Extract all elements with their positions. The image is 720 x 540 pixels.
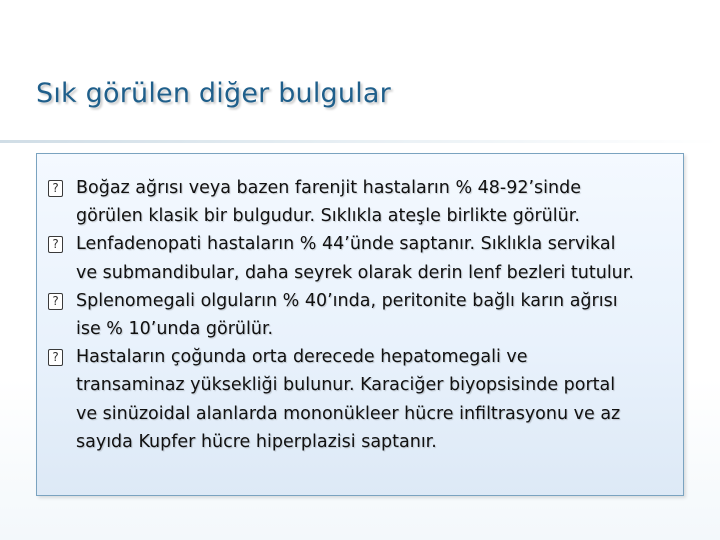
bullet-line: sayıda Kupfer hücre hiperplazisi saptanır.	[76, 431, 437, 452]
bullet-line: Lenfadenopati hastaların % 44’ünde saptanır. Sıklıkla servikal	[76, 234, 616, 255]
bullet-glyph-icon	[48, 236, 63, 253]
bullet-item	[47, 287, 683, 343]
bullet-list	[47, 174, 683, 456]
bullet-line: görülen klasik bir bulgudur. Sıklıkla ateşle birlikte görülür.	[76, 206, 580, 227]
slide-title: Sık görülen diğer bulgular	[36, 78, 391, 109]
content-box	[36, 153, 684, 496]
bullet-glyph-icon	[48, 349, 63, 366]
bullet-item	[47, 343, 683, 456]
bullet-glyph-icon	[48, 180, 63, 197]
bullet-line: ve submandibular, daha seyrek olarak derin lenf bezleri tutulur.	[76, 262, 634, 283]
bullet-glyph-icon	[48, 293, 63, 310]
bullet-item	[47, 174, 683, 230]
bullet-item	[47, 230, 683, 286]
bullet-line: ve sinüzoidal alanlarda mononükleer hücre infiltrasyonu ve az	[76, 403, 621, 424]
title-underline	[0, 140, 720, 143]
bullet-line: Hastaların çoğunda orta derecede hepatomegali ve	[76, 347, 528, 368]
bullet-line: ise % 10’unda görülür.	[76, 319, 274, 340]
bullet-line: Boğaz ağrısı veya bazen farenjit hastaların % 48-92’sinde	[76, 178, 581, 198]
bullet-line: transaminaz yüksekliği bulunur. Karaciğer biyopsisinde portal	[76, 375, 616, 396]
bullet-line: Splenomegali olguların % 40’ında, peritonite bağlı karın ağrısı	[76, 290, 618, 311]
